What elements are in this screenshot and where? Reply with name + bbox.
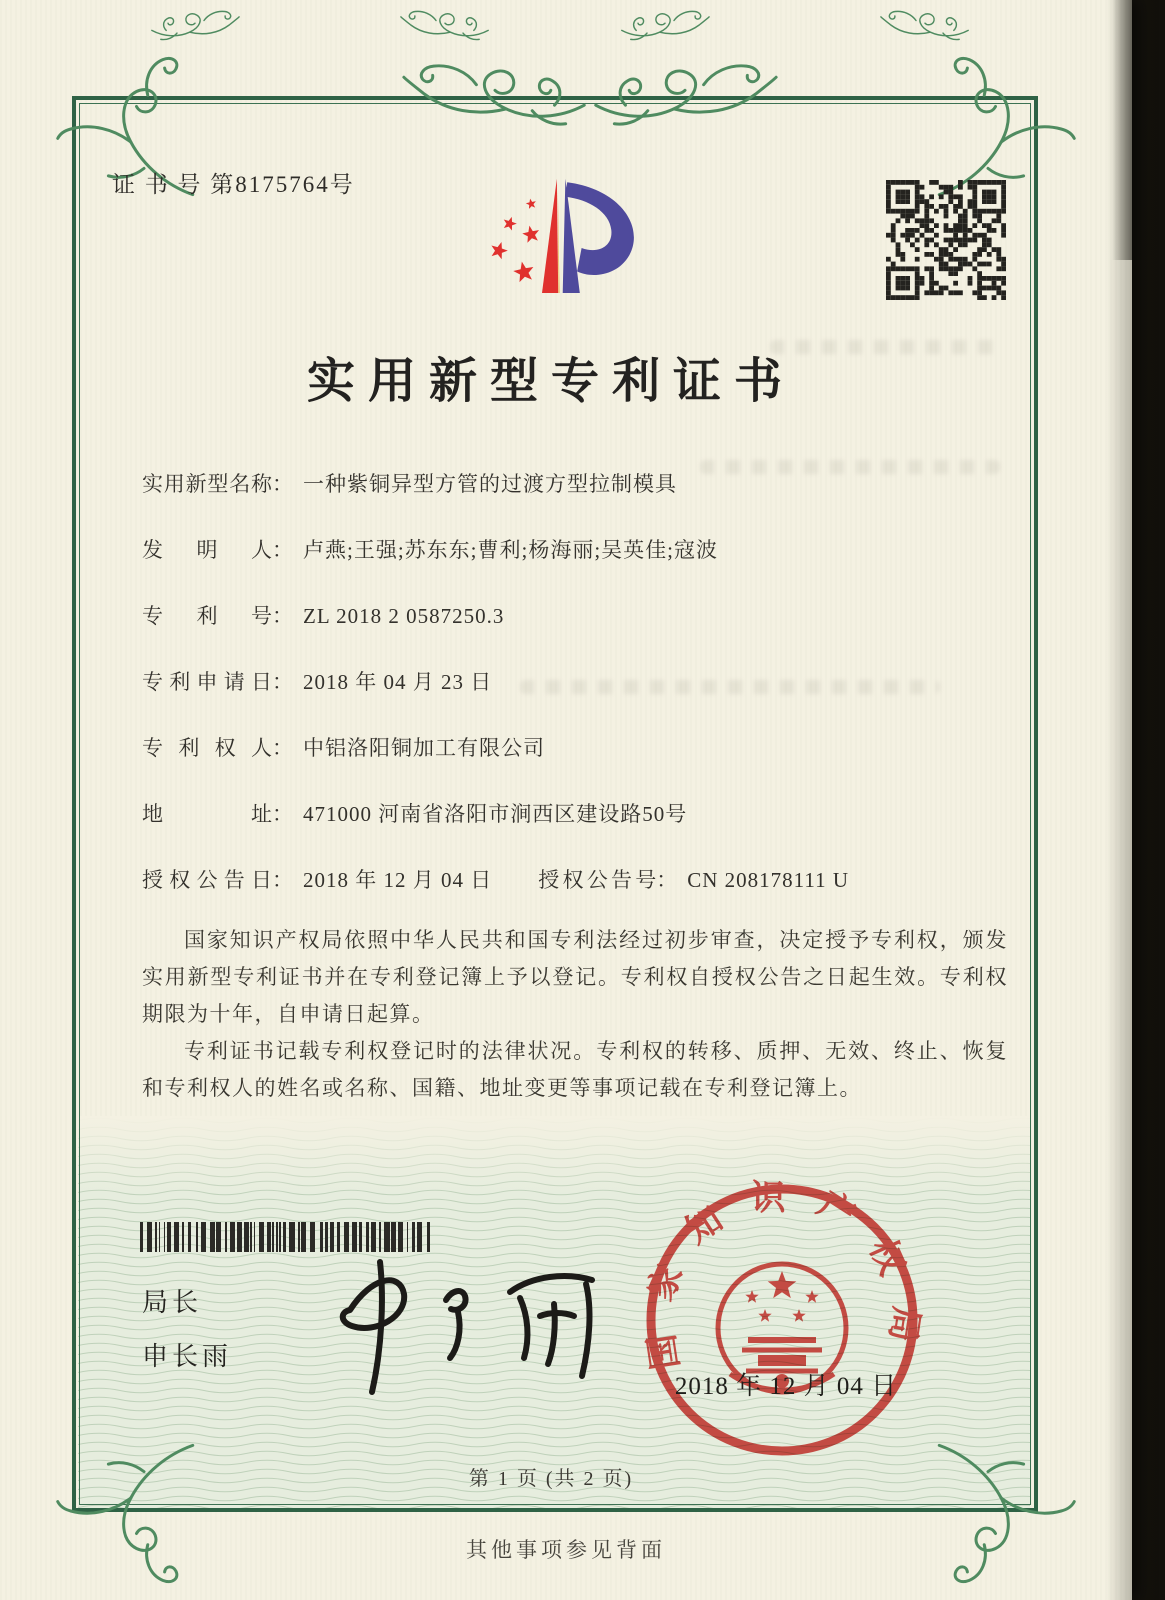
field-label: 授权公告号 xyxy=(538,868,657,892)
field-value: CN 208178111 U xyxy=(687,868,850,892)
director-signature-icon xyxy=(288,1246,618,1396)
field-utility-model-name: 实用新型名称： 一种紫铜异型方管的过渡方型拉制模具 xyxy=(142,468,1022,492)
legal-text xyxy=(142,922,1008,1107)
sprig-icon xyxy=(620,6,710,44)
field-label: 专利权人 xyxy=(142,736,272,760)
field-inventors: 发明人： 卢燕;王强;苏东东;曹利;杨海丽;吴英佳;寇波 xyxy=(142,534,1022,558)
field-value: ZL 2018 2 0587250.3 xyxy=(303,604,505,628)
seal-date: 2018 年 12 月 04 日 xyxy=(674,1373,898,1400)
field-patent-number: 专利号： ZL 2018 2 0587250.3 xyxy=(142,600,1022,624)
sprig-icon xyxy=(400,6,490,44)
director-title: 局长 xyxy=(142,1287,203,1317)
certificate-number: 证 书 号 第8175764号 xyxy=(112,172,355,197)
cnipa-seal-icon xyxy=(632,1170,932,1470)
field-label: 专利号 xyxy=(142,604,272,628)
dragon-flourish-icon xyxy=(402,54,588,134)
field-label: 实用新型名称 xyxy=(142,472,272,496)
qr-code-icon xyxy=(886,180,1006,300)
field-label: 专利申请日 xyxy=(142,670,272,694)
legal-paragraph: 专利证书记载专利权登记时的法律状况。专利权的转移、质押、无效、终止、恢复和专利权人的姓名或名称、国籍、地址变更等事项记载在专利登记簿上。 xyxy=(142,1039,1008,1100)
field-label: 地址 xyxy=(142,802,272,826)
dragon-flourish-icon xyxy=(592,54,778,134)
field-filing-date: 专利申请日： 2018 年 04 月 23 日 xyxy=(142,666,1022,690)
scan-corner-shadow xyxy=(1112,0,1132,260)
field-value: 一种紫铜异型方管的过渡方型拉制模具 xyxy=(303,472,677,496)
cnipa-logo-icon xyxy=(452,160,668,318)
field-value: 中铝洛阳铜加工有限公司 xyxy=(303,736,545,760)
sprig-icon xyxy=(150,6,240,44)
field-value: 卢燕;王强;苏东东;曹利;杨海丽;吴英佳;寇波 xyxy=(303,538,719,562)
seal-text: 国家知识产权局 xyxy=(637,1178,927,1373)
field-grant-number: 授权公告号： CN 208178111 U xyxy=(538,864,849,894)
sprig-icon xyxy=(880,6,970,44)
field-patentee: 专利权人： 中铝洛阳铜加工有限公司 xyxy=(142,732,1022,756)
field-list xyxy=(142,468,1022,930)
field-address: 地址： 471000 河南省洛阳市涧西区建设路50号 xyxy=(142,798,1022,822)
field-value: 2018 年 04 月 23 日 xyxy=(303,670,493,694)
director-name: 申长雨 xyxy=(142,1341,233,1371)
back-note: 其他事项参见背面 xyxy=(466,1538,666,1562)
page-number: 第 1 页 (共 2 页) xyxy=(468,1468,634,1490)
legal-paragraph: 国家知识产权局依照中华人民共和国专利法经过初步审查，决定授予专利权，颁发实用新型专利证书并在专利登记簿上予以登记。专利权自授权公告之日起生效。专利权期限为十年，自申请日起算。 xyxy=(142,928,1008,1026)
field-grant-date-and-number: 授权公告日： 2018 年 12 月 04 日 授权公告号： CN 208178111 U xyxy=(142,864,1022,888)
field-label: 授权公告日 xyxy=(142,868,272,892)
field-value: 471000 河南省洛阳市涧西区建设路50号 xyxy=(303,802,688,826)
field-value: 2018 年 12 月 04 日 xyxy=(303,868,493,892)
page-title: 实用新型专利证书 xyxy=(306,355,795,408)
field-label: 发明人 xyxy=(142,538,272,562)
